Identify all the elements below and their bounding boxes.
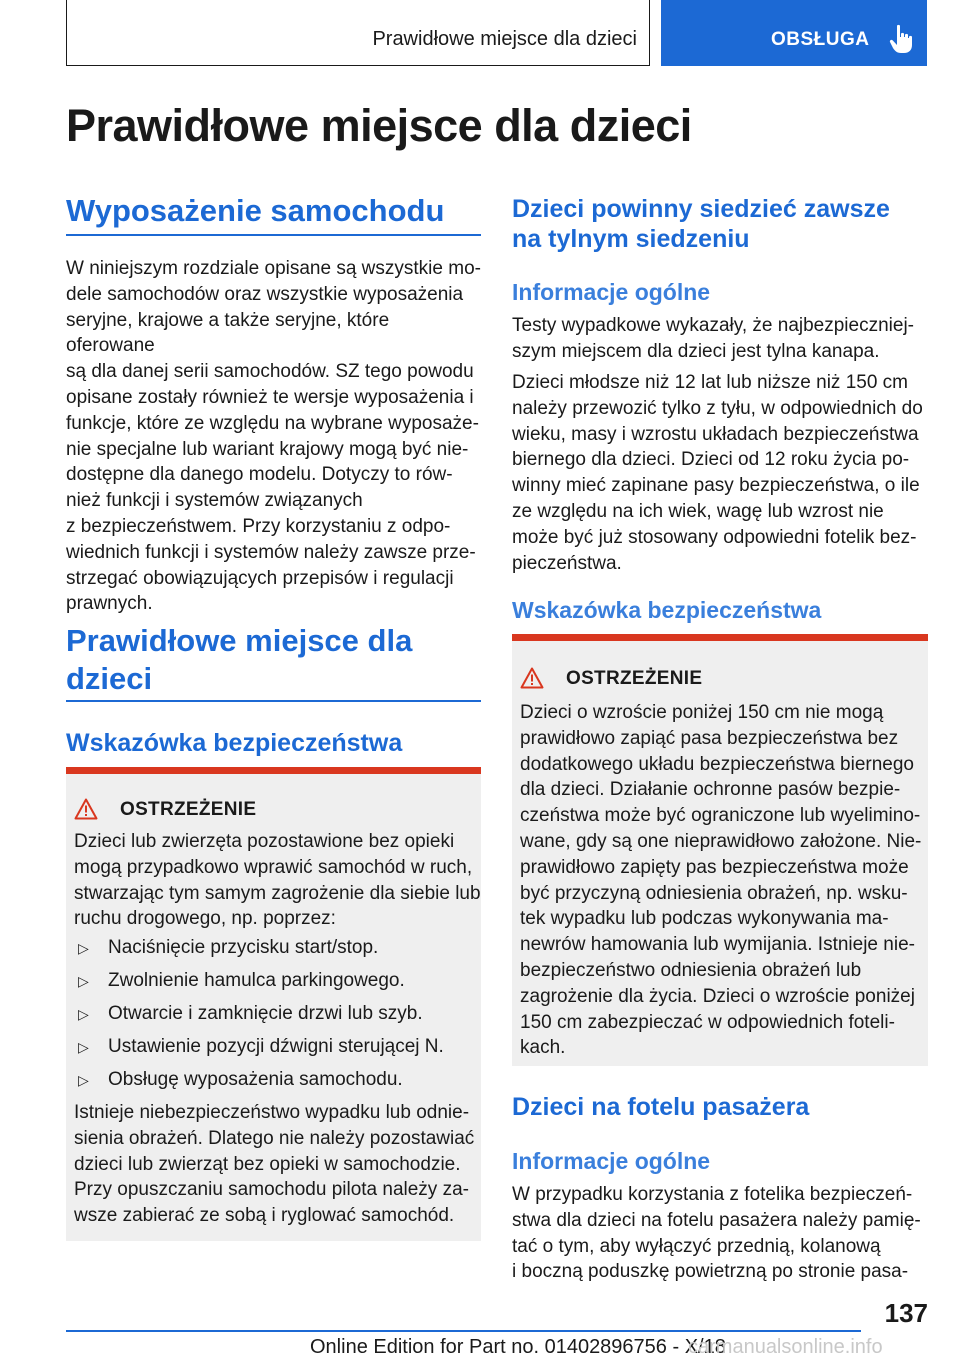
warning-text: Dzieci o wzroście poniżej 150 cm nie mogą prawidłowo zapiąć pasa bezpieczeństwa bez dodatkowego układu bezpieczeństwa biernego dla dzieci. Działanie ochronne pasów bezpie- czeństwa może być ograniczone lub wyelimino- wane, gdy są one nieprawidłowo założone. Nie- prawidłowo zapięty pas bezpieczeństwa może być przyczyną odniesienia obrażeń, np. wsku- tek wypadku lub podczas wykonywania ma- newrów hamowania lub wymijania. Istnieje nie- bezpieczeństwo odniesienia obrażeń lub zagrożenie dla życia. Dzieci o wzroście poniżej 150 cm zabezpieczać w odpowiednich foteli- kach.	[520, 702, 922, 1059]
subheading-safety-note: Wskazówka bezpieczeństwa	[66, 729, 403, 757]
passenger-seat-paragraph: W przypadku korzystania z fotelika bezpieczeń- stwa dla dzieci na fotelu pasażera należy pamię- tać o tym, aby wyłączyć przednią, kolanową i boczną poduszkę powietrzną po stronie pasa-	[512, 1184, 921, 1283]
page-title: Prawidłowe miejsce dla dzieci	[66, 100, 692, 151]
warning-consequence-text: Istnieje niebezpieczeństwo wypadku lub odnie- sienia obrażeń. Dlatego nie należy pozostawiać dzieci lub zwierząt bez opieki w samochodzie. Przy opuszczaniu samochodu pilota należy za- wsze zabierać ze sobą i ryglować samochód.	[74, 1102, 475, 1227]
bullet-triangle-icon: ▷	[78, 973, 89, 989]
footer-watermark: carmanualsonline.info	[688, 1336, 883, 1358]
bullet-triangle-icon: ▷	[78, 1039, 89, 1055]
warning-box	[512, 634, 928, 1066]
bullet-triangle-icon: ▷	[78, 1072, 89, 1088]
heading-rule	[66, 700, 481, 702]
bullet-triangle-icon: ▷	[78, 1006, 89, 1022]
heading-rear-seat: Dzieci powinny siedzieć zawsze na tylnym siedzeniu	[512, 195, 890, 253]
warning-triangle-icon	[520, 667, 544, 689]
footer-edition: Online Edition for Part no. 01402896756 - X/18	[310, 1336, 726, 1358]
crash-test-paragraph: Testy wypadkowe wykazały, że najbezpieczniej- szym miejscem dla dzieci jest tylna kanapa.	[512, 315, 914, 362]
child-age-paragraph: Dzieci młodsze niż 12 lat lub niższe niż 150 cm należy przewozić tylko z tyłu, w odpowiednich do wieku, masy i wzrostu układach bezpieczeństwa biernego dla dzieci. Dzieci od 12 roku życia po- winny mieć zapinane pasy bezpieczeństwa, o ile ze względu na ich wiek, wagę lub wzrost nie może być już stosowany odpowiedni fotelik bez- pieczeństwa.	[512, 372, 923, 574]
header-chapter-label: OBSŁUGA	[771, 29, 870, 50]
subheading-general-info: Informacje ogólne	[512, 279, 711, 305]
equipment-paragraph: W niniejszym rozdziale opisane są wszystkie mo- dele samochodów oraz wszystkie wyposażenia seryjne, krajowe a także seryjne, które oferowane są dla danej serii samochodów. SZ tego powodu opisane zostały również te wersje wyposażenia i funkcje, które ze względu na wybrane wyposaże- nie specjalne lub wariant krajowy mogą być nie- dostępne dla danego modelu. Dotyczy to rów- nież funkcji i systemów związanych z bezpieczeństwem. Przy korzystaniu z odpo- wiednich funkcji i systemów należy zawsze prze- strzegać obowiązujących przepisów i regulacji prawnych.	[66, 258, 481, 615]
hand-pointer-icon	[889, 24, 915, 54]
page-header	[66, 0, 927, 66]
heading-vehicle-equipment: Wyposażenie samochodu	[66, 193, 445, 228]
bullet-triangle-icon: ▷	[78, 940, 89, 956]
page-number: 137	[884, 1298, 928, 1328]
warning-label: OSTRZEŻENIE	[120, 799, 257, 820]
header-chapter-tab[interactable]	[661, 0, 927, 66]
subheading-general-info: Informacje ogólne	[512, 1148, 711, 1174]
footer-rule	[66, 1330, 861, 1332]
warning-label: OSTRZEŻENIE	[566, 668, 703, 689]
header-section-box	[66, 0, 650, 66]
heading-passenger-seat: Dzieci na fotelu pasażera	[512, 1093, 810, 1121]
header-section-title: Prawidłowe miejsce dla dzieci	[372, 28, 637, 50]
warning-text: Dzieci lub zwierzęta pozostawione bez opieki mogą przypadkowo wprawić samochód w ruch, stwarzając tym samym zagrożenie dla siebie lub ruchu drogowego, np. poprzez:	[74, 831, 481, 930]
warning-triangle-icon	[74, 798, 98, 820]
heading-correct-child-place: Prawidłowe miejsce dla dzieci	[66, 623, 413, 696]
subheading-safety-note: Wskazówka bezpieczeństwa	[512, 597, 822, 623]
warning-box: OSTRZEŻENIE Dzieci lub zwierzęta pozostawione bez opieki mogą przypadkowo wprawić samochód w ruch, stwarzając tym samym zagrożenie dla siebie lub ruchu drogowego, np. poprzez: ▷ Naciśnięcie przycisku start/stop. ▷ Zwolnienie hamulca parkingowego. ▷ Otwarcie i zamknięcie drzwi lub szyb. ▷ Ustawienie pozycji dźwigni sterującej N. ▷ Obsługę wyposażenia samochodu. Istnieje niebezpieczeństwo wypadku lub odnie- sienia obrażeń. Dlatego nie należy pozostawiać dzieci lub zwierząt bez opieki w samochodzie. Przy opuszczaniu samochodu pilota należy za- wsze zabierać ze sobą i ryglować samochód.	[66, 767, 481, 1241]
heading-rule	[66, 234, 481, 236]
